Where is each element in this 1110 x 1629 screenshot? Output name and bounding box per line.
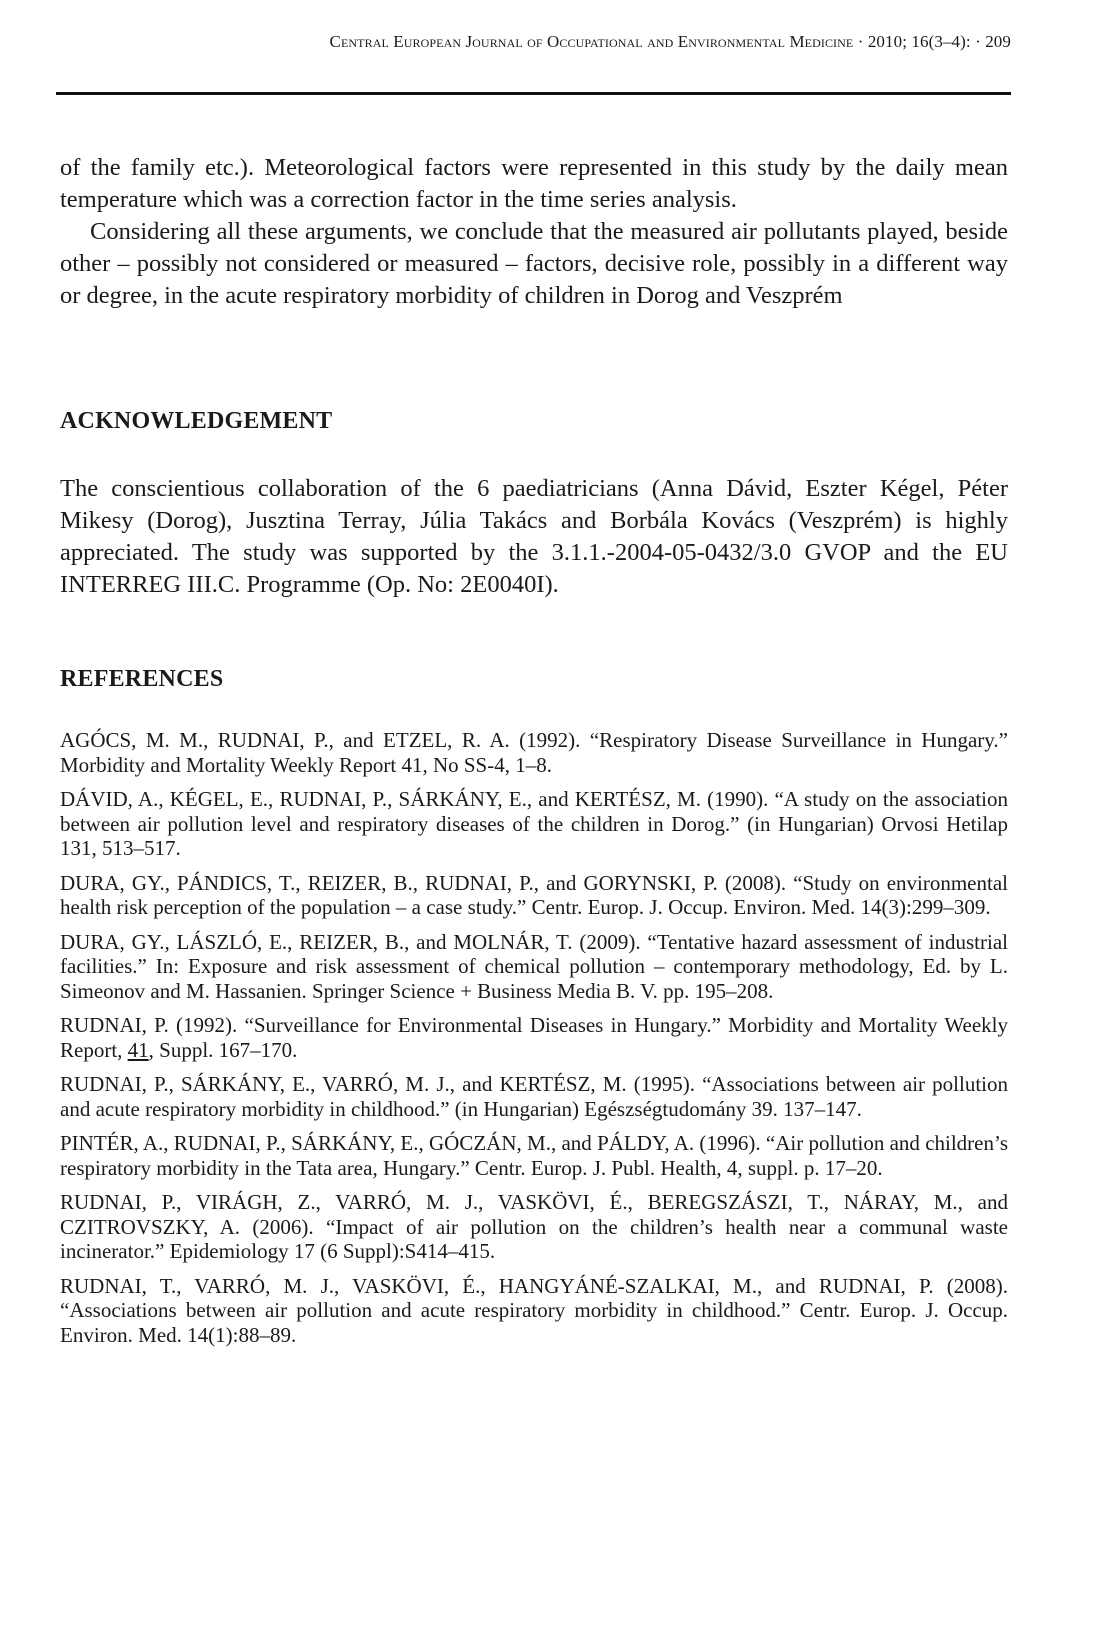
running-header [56,32,1011,52]
header-rule [56,92,1011,95]
references-heading: REFERENCES [60,666,224,692]
paragraph: The conscientious collaboration of the 6 paediatricians (Anna Dávid, Eszter Kégel, Péter Mikesy (Dorog), Jusztina Terray, Júlia Takács and Borbála Kovács (Veszprém) is highly appreciated. The study was supported by the 3.1.1.-2004-05-0432/3.0 GVOP and the EU INTERREG III.C. Programme (Op. No: 2E0040I). [60,475,1008,598]
reference-item: DÁVID, A., KÉGEL, E., RUDNAI, P., SÁRKÁNY, E., and KERTÉSZ, M. (1990). “A study on the association between air pollution level and respiratory diseases of the children in Dorog.” (in Hungarian) Orvosi Hetilap 131, 513–517. [60,787,1008,860]
reference-item: RUDNAI, P. (1992). “Surveillance for Environmental Diseases in Hungary.” Morbidity and Mortality Weekly Report, 41, Suppl. 167–170. [60,1013,1008,1062]
paragraph: Considering all these arguments, we conclude that the measured air pollutants played, beside other – possibly not considered or measured – factors, decisive role, possibly in a different way or degree, in the acute respiratory morbidity of children in Dorog and Veszprém [60,218,1008,309]
paragraph: of the family etc.). Meteorological factors were represented in this study by the daily mean temperature which was a correction factor in the time series analysis. [60,154,1008,213]
reference-item: DURA, GY., PÁNDICS, T., REIZER, B., RUDNAI, P., and GORYNSKI, P. (2008). “Study on environmental health risk perception of the population – a case study.” Centr. Europ. J. Occup. Environ. Med. 14(3):299–309. [60,870,1008,919]
reference-item: AGÓCS, M. M., RUDNAI, P., and ETZEL, R. A. (1992). “Respiratory Disease Surveillance in Hungary.” Morbidity and Mortality Weekly Report 41, No SS-4, 1–8. [60,728,1008,777]
conclusion-text [60,152,1008,312]
reference-item: RUDNAI, P., SÁRKÁNY, E., VARRÓ, M. J., and KERTÉSZ, M. (1995). “Associations between air pollution and acute respiratory morbidity in childhood.” (in Hungarian) Egészségtudomány 39. 137–147. [60,1072,1008,1121]
reference-item: RUDNAI, T., VARRÓ, M. J., VASKÖVI, É., HANGYÁNÉ-SZALKAI, M., and RUDNAI, P. (2008). “Associations between air pollution and acute respiratory morbidity in childhood.” Centr. Europ. J. Occup. Environ. Med. 14(1):88–89. [60,1273,1008,1347]
reference-item: RUDNAI, P., VIRÁGH, Z., VARRÓ, M. J., VASKÖVI, É., BEREGSZÁSZI, T., NÁRAY, M., and CZITROVSZKY, A. (2006). “Impact of air pollution on the children’s health near a communal waste incinerator.” Epidemiology 17 (6 Suppl):S414–415. [60,1190,1008,1263]
acknowledgement-text [60,473,1008,601]
reference-list [60,728,1008,1357]
reference-item: PINTÉR, A., RUDNAI, P., SÁRKÁNY, E., GÓCZÁN, M., and PÁLDY, A. (1996). “Air pollution and children’s respiratory morbidity in the Tata area, Hungary.” Centr. Europ. J. Publ. Health, 4, suppl. p. 17–20. [60,1131,1008,1180]
issue-citation: · 2010; 16(3–4): · 209 [853,32,1011,51]
reference-item: DURA, GY., LÁSZLÓ, E., REIZER, B., and MOLNÁR, T. (2009). “Tentative hazard assessment of industrial facilities.” In: Exposure and risk assessment of chemical pollution – contemporary methodology, Ed. by L. Simeonov and M. Hassanien. Springer Science + Business Media B. V. pp. 195–208. [60,929,1008,1003]
volume-underlined: 41 [127,1037,149,1062]
acknowledgement-heading: ACKNOWLEDGEMENT [60,408,333,434]
journal-title: Central European Journal of Occupational and Environmental Medicine [329,32,854,51]
